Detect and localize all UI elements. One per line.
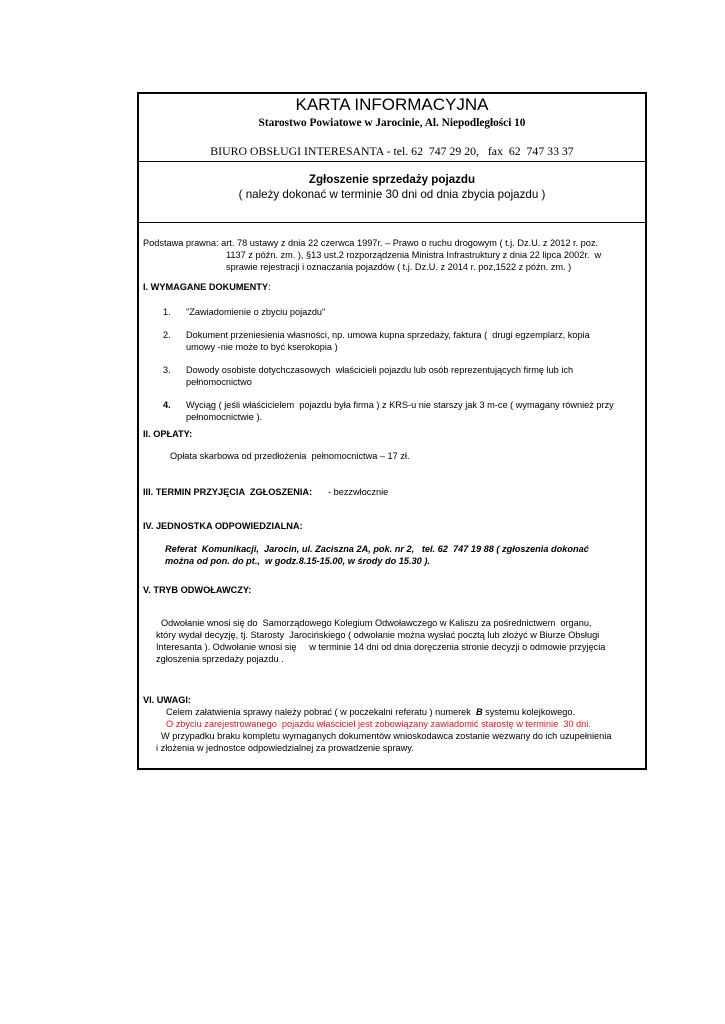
doc-item-text: Dokument przeniesienia własności, np. umowa kupna sprzedaży, faktura ( drugi egzemplarz, kopia xyxy=(186,330,590,340)
doc-item-text: Wyciąg ( jeśli właścicielem pojazdu była firma ) z KRS-u nie starszy jak 3 m-ce ( wymagany również przy xyxy=(186,400,614,410)
appeal-line-4: zgłoszenia sprzedaży pojazdu . xyxy=(156,654,284,664)
doc-item-number: 2. xyxy=(163,330,171,340)
subject-section xyxy=(139,161,645,223)
section-5-heading: V. TRYB ODWOŁAWCZY: xyxy=(143,585,252,595)
deadline-value: - bezzwłocznie xyxy=(328,487,389,497)
appeal-line-3: Interesanta ). Odwołanie wnosi się w terminie 14 dni od dnia doręczenia stronie decyzji o odmowie przyjęcia xyxy=(156,642,606,652)
appeal-line-1: Odwołanie wnosi się do Samorządowego Kolegium Odwoławczego w Kaliszu za pośrednictwem organu, xyxy=(161,618,592,628)
note-line-3: W przypadku braku kompletu wymaganych dokumentów wnioskodawca zostanie wezwany do ich uzupełnienia xyxy=(161,731,612,741)
page-title: KARTA INFORMACYJNA xyxy=(295,95,489,114)
section-4-heading: IV. JEDNOSTKA ODPOWIEDZIALNA: xyxy=(143,521,303,531)
legal-basis-line-2: 1137 z późn. zm. ), §13 ust.2 rozporządzenia Ministra Infrastruktury z dnia 22 lipca 2002r. w xyxy=(226,250,602,260)
doc-item-text: "Zawiadomienie o zbyciu pojazdu" xyxy=(186,307,326,317)
note-line-1: Celem załatwienia sprawy należy pobrać ( w poczekalni referatu ) numerek B systemu kolejkowego. xyxy=(166,707,576,717)
unit-line-1: Referat Komunikacji, Jarocin, ul. Zaciszna 2A, pok. nr 2, tel. 62 747 19 88 ( zgłoszenia dokonać xyxy=(165,544,589,554)
doc-item-number: 3. xyxy=(163,365,171,375)
subject-subtitle: ( należy dokonać w terminie 30 dni od dnia zbycia pojazdu ) xyxy=(238,188,546,201)
note-line-4: i złożenia w jednostce odpowiedzialnej za prowadzenie sprawy. xyxy=(156,743,414,753)
note-warning-line: O zbyciu zarejestrowanego pojazdu właściciel jest zobowiązany zawiadomić starostę w terminie 30 dni. xyxy=(166,719,591,729)
legal-basis-line-3: sprawie rejestracji i oznaczania pojazdów ( t.j. Dz.U. z 2014 r. poz,1522 z późn. zm. ) xyxy=(226,262,572,272)
doc-item-number: 4. xyxy=(163,400,171,410)
section-1-heading: I. WYMAGANE DOKUMENTY: xyxy=(143,282,271,292)
doc-item-text: Dowody osobiste dotychczasowych właścicieli pojazdu lub osób reprezentujących firmę lub ich xyxy=(186,365,574,375)
fee-text: Opłata skarbowa od przedłożenia pełnomocnictwa – 17 zł. xyxy=(170,451,410,461)
doc-item-text: pełnomocnictwie ). xyxy=(186,412,263,422)
doc-item-text: pełnomocnictwo xyxy=(186,377,252,387)
appeal-line-2: który wydał decyzję, tj. Starosty Jarocińskiego ( odwołanie można wysłać pocztą lub złożyć w Biurze Obsługi xyxy=(156,630,600,640)
section-6-heading: VI. UWAGI: xyxy=(143,695,191,705)
office-contact: BIURO OBSŁUGI INTERESANTA - tel. 62 747 29 20, fax 62 747 33 37 xyxy=(210,144,574,158)
office-address: Starostwo Powiatowe w Jarocinie, Al. Niepodległości 10 xyxy=(258,117,526,129)
section-3-heading: III. TERMIN PRZYJĘCIA ZGŁOSZENIA: xyxy=(143,487,313,497)
doc-item-text: umowy -nie może to być kserokopia ) xyxy=(186,342,338,352)
subject-title: Zgłoszenie sprzedaży pojazdu xyxy=(308,173,476,186)
legal-basis-line-1: Podstawa prawna: art. 78 ustawy z dnia 22 czerwca 1997r. – Prawo o ruchu drogowym ( t.j. Dz.U. z 2012 r. poz. xyxy=(143,238,598,248)
section-2-heading: II. OPŁATY: xyxy=(143,429,193,439)
doc-item-number: 1. xyxy=(163,307,171,317)
header-section xyxy=(139,94,645,162)
info-card xyxy=(137,92,647,770)
unit-line-2: można od pon. do pt., w godz.8.15-15.00, w środy do 15.30 ). xyxy=(165,556,430,566)
